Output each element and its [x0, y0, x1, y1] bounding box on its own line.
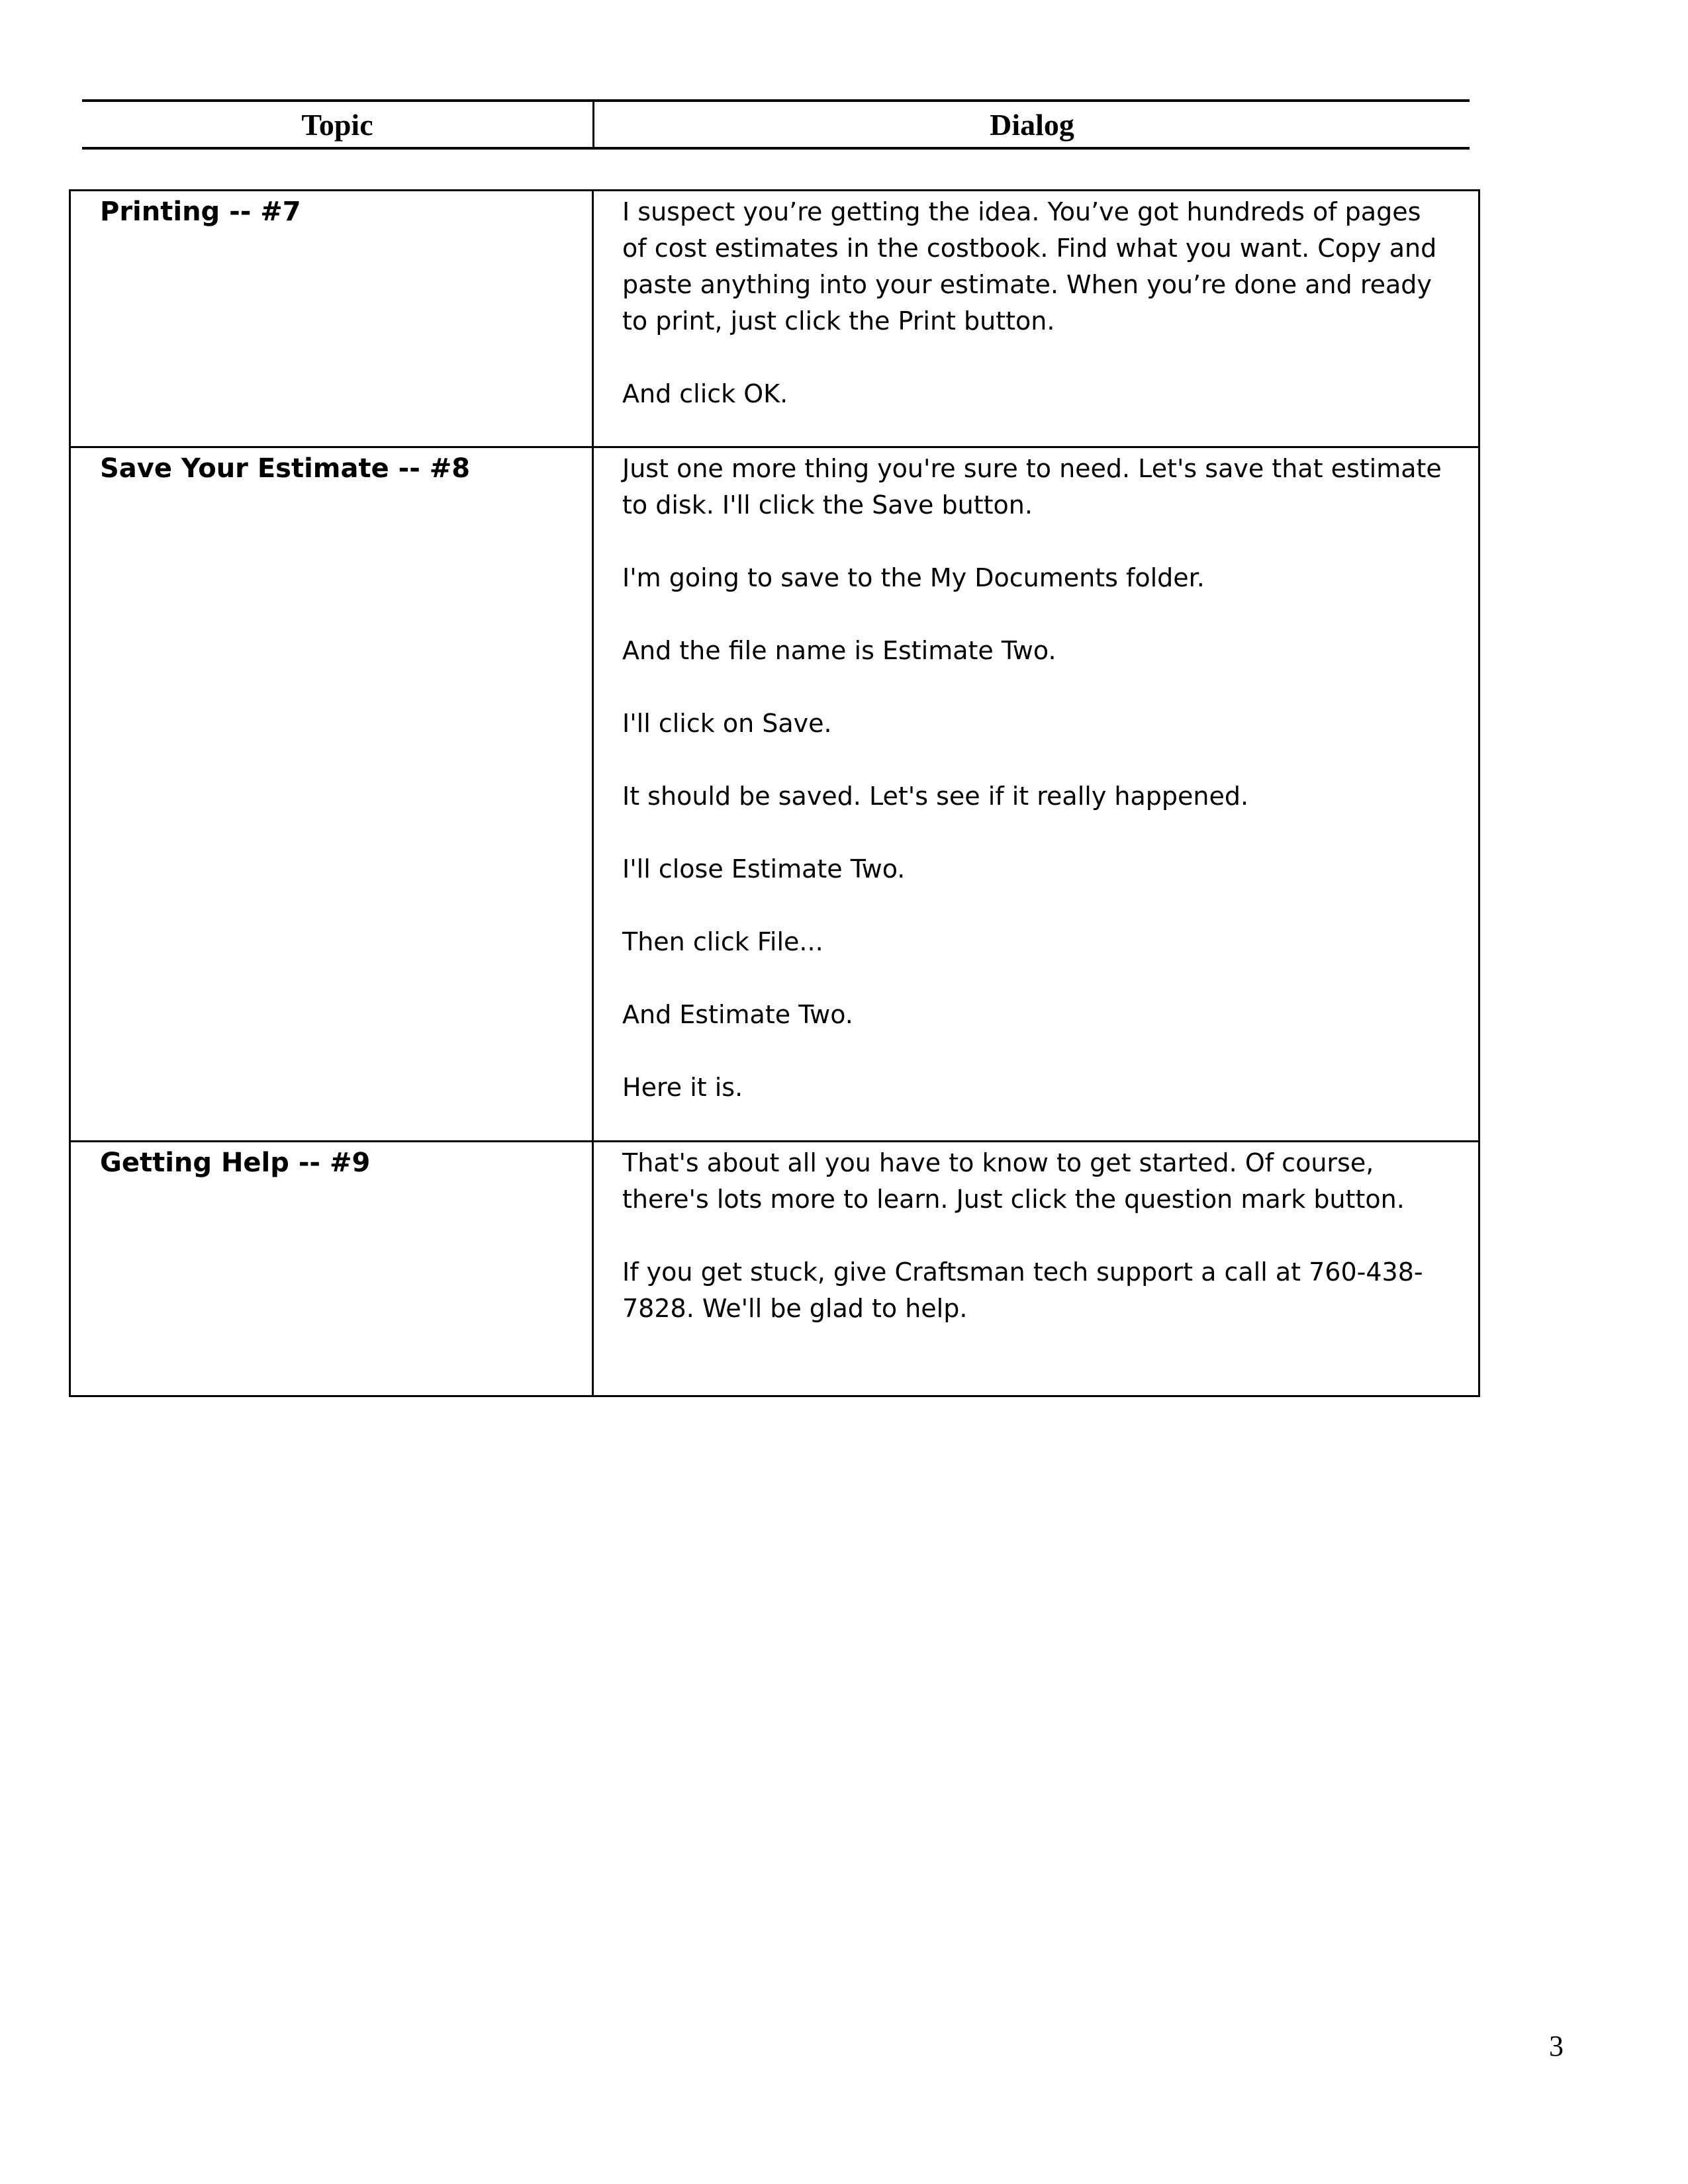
dialog-paragraph: Here it is.	[622, 1073, 743, 1102]
dialog-table	[69, 189, 1480, 1397]
dialog-paragraph: I suspect you’re getting the idea. You’ve got hundreds of pages of cost estimates in the costbook. Find what you want. Copy and paste anything into your estimate. When you’re done and ready to print, just click the Print button.	[622, 197, 1437, 336]
dialog-cell	[594, 448, 1478, 1140]
dialog-cell	[594, 1142, 1478, 1395]
dialog-cell	[594, 191, 1478, 446]
page-number: 3	[1549, 2030, 1564, 2062]
dialog-paragraph: And Estimate Two.	[622, 1000, 853, 1029]
topic-cell: Save Your Estimate -- #8	[71, 448, 594, 1140]
dialog-paragraph: Then click File...	[622, 927, 823, 956]
dialog-paragraph: It should be saved. Let's see if it really happened.	[622, 782, 1249, 811]
table-row	[71, 446, 1478, 1140]
dialog-paragraph: And click OK.	[622, 379, 788, 408]
dialog-paragraph: I'll close Estimate Two.	[622, 854, 906, 884]
dialog-paragraph: I'm going to save to the My Documents folder.	[622, 563, 1205, 592]
dialog-paragraph: That's about all you have to know to get started. Of course, there's lots more to learn. Just click the question mark button.	[622, 1148, 1405, 1214]
dialog-paragraph: If you get stuck, give Craftsman tech support a call at 760-438-7828. We'll be glad to help.	[622, 1257, 1423, 1323]
topic-cell: Getting Help -- #9	[71, 1142, 594, 1395]
topic-cell: Printing -- #7	[71, 191, 594, 446]
table-header	[82, 99, 1470, 150]
topic-column-header: Topic	[82, 102, 594, 147]
dialog-paragraph: I'll click on Save.	[622, 709, 832, 738]
dialog-paragraph: And the file name is Estimate Two.	[622, 636, 1056, 665]
dialog-column-header: Dialog	[990, 107, 1074, 142]
table-row	[71, 1140, 1478, 1395]
dialog-paragraph: Just one more thing you're sure to need. Let's save that estimate to disk. I'll click the Save button.	[622, 454, 1442, 520]
table-row	[71, 191, 1478, 446]
